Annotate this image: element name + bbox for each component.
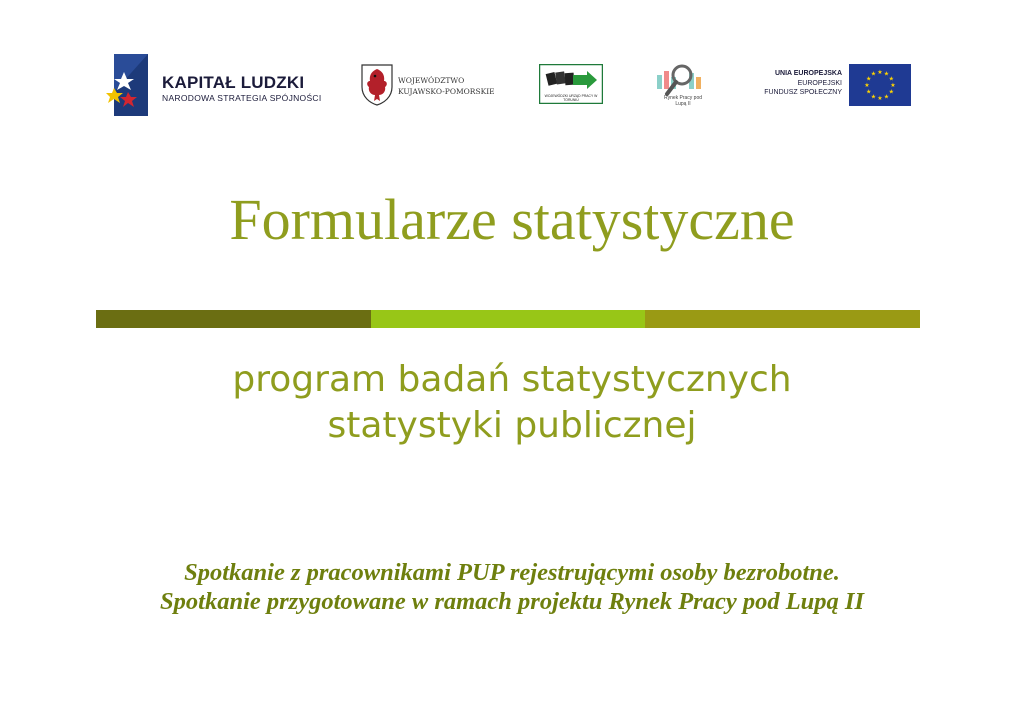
wojewodztwo-line1: WOJEWÓDZTWO (398, 76, 465, 85)
eu-star-icon: ★ (866, 75, 872, 83)
unia-line3: FUNDUSZ SPOŁECZNY (764, 89, 842, 96)
eu-star-icon: ★ (877, 69, 883, 76)
eu-star-icon: ★ (877, 95, 883, 102)
kapital-ludzki-title: KAPITAŁ LUDZKI (162, 73, 305, 92)
eu-star-icon: ★ (883, 70, 890, 78)
unia-text (744, 69, 842, 98)
eu-star-icon: ★ (888, 88, 894, 96)
divider-segment (96, 310, 371, 328)
magnifier-chart-icon (655, 63, 705, 97)
kapital-ludzki-subtitle: NARODOWA STRATEGIA SPÓJNOŚCI (162, 93, 322, 103)
wojewodztwo-line2: KUJAWSKO-POMORSKIE (398, 87, 495, 96)
eu-star-icon: ★ (888, 75, 894, 83)
page-title: Formularze statystyczne (229, 187, 795, 252)
divider-segment (645, 310, 920, 328)
subtitle: program badań statystycznych statystyki publicznej (232, 359, 792, 446)
eu-star-icon: ★ (883, 93, 890, 101)
rynek-pracy-caption: Rynek Pracy pod Lupą II (663, 95, 703, 107)
unia-line1: UNIA EUROPEJSKA (774, 70, 842, 77)
eu-star-icon: ★ (866, 88, 872, 96)
eu-star-icon: ★ (870, 93, 877, 101)
kapital-ludzki-emblem-icon (106, 52, 150, 118)
urzad-pracy-caption: WOJEWÓDZKI URZĄD PRACY W TORUNIU (544, 94, 598, 102)
coat-of-arms-icon (360, 63, 394, 107)
wojewodztwo-text (398, 75, 495, 97)
eu-star-icon: ★ (864, 82, 870, 89)
eu-star-icon: ★ (890, 82, 896, 89)
unia-line2: EUROPEJSKI (797, 79, 842, 87)
eu-star-icon: ★ (870, 70, 877, 78)
meeting-note: Spotkanie z pracownikami PUP rejestrującymi osoby bezrobotne. Spotkanie przygotowane w ramach projektu Rynek Pracy pod Lupą II (160, 559, 864, 615)
eu-flag-icon (849, 64, 911, 106)
divider-segment (371, 310, 645, 328)
